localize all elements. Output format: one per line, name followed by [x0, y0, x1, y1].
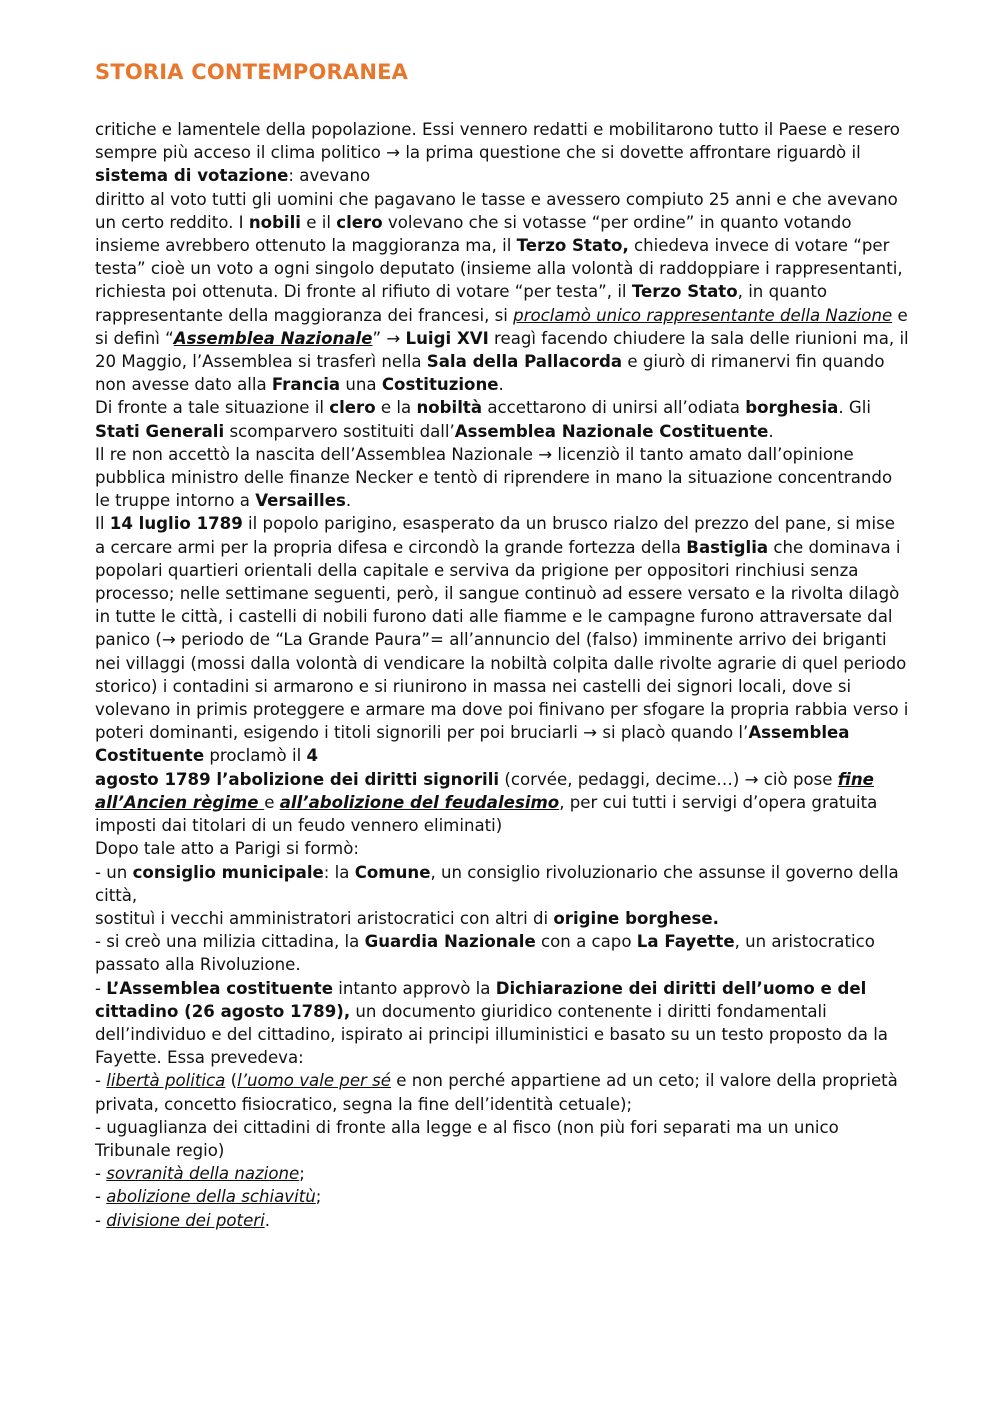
- page-title: STORIA CONTEMPORANEA: [95, 60, 409, 84]
- bold-text: Sala della Pallacorda: [426, 352, 623, 372]
- text-run: che dominava i popolari quartieri orientali della capitale e serviva da prigione per oppositori rinchiusi senza processo; nelle settimane seguenti, però, il sangue continuò ad essere versato e la rivolta dilagò in tutte le città, i castelli di nobili furono dati alle fiamme e le campagne furono attraversate dal panico (→ periodo de “La Grande Paura”= all’annuncio del (falso) imminente arrivo dei briganti nei villaggi (mossi dalla volontà di vendicare la nobiltà colpita dalle rivolte agrarie di quel periodo storico) i contadini si armarono e si riunirono in massa nei castelli dei signori locali, dove si volevano in primis proteggere e armare ma dove poi finivano per sfogare la propria rabbia verso i poteri dominanti, esigendo i titoli signorili per poi bruciarli → si placò quando l’: [95, 537, 909, 743]
- text-run: con a capo: [535, 932, 637, 952]
- emphasized-text: abolizione della schiavitù: [106, 1187, 316, 1207]
- text-run: , un consiglio rivoluzionario che assunse il governo della città,: [95, 862, 899, 905]
- text-run: critiche e lamentele della popolazione. Essi vennero redatti e mobilitarono tutto il Paese e resero sempre più acceso il clima politico → la prima questione che si dovette affrontare riguardò il: [95, 120, 900, 163]
- bold-text: sistema di votazione: [95, 166, 289, 186]
- paragraph: [95, 118, 910, 188]
- bold-text: Assemblea Nazionale Costituente: [454, 421, 769, 441]
- paragraph: [95, 512, 910, 767]
- text-run: e: [264, 792, 280, 812]
- text-run: -: [95, 1164, 107, 1184]
- bold-text: 14 luglio 1789: [109, 514, 243, 534]
- bold-text: L’Assemblea costituente: [106, 978, 333, 998]
- text-run: (corvée, pedaggi, decime…) → ciò pose: [499, 769, 838, 789]
- text-run: -: [95, 1187, 107, 1207]
- text-run: -: [95, 978, 107, 998]
- bold-text: origine borghese.: [553, 908, 719, 928]
- paragraph: [95, 1116, 910, 1162]
- text-run: - un: [95, 862, 133, 882]
- bold-text: Comune: [354, 862, 431, 882]
- text-run: e giurò di rimanervi fin quando non avesse dato alla: [95, 352, 885, 395]
- text-run: , per cui tutti i servigi d’opera gratuita imposti dai titolari di un feudo vennero eliminati): [95, 792, 878, 836]
- bold-text: borghesia: [745, 398, 839, 418]
- emphasized-text: all’abolizione del feudalesimo: [279, 792, 560, 812]
- text-run: : la: [323, 862, 355, 882]
- text-run: . Gli: [838, 398, 871, 418]
- bold-text: Assemblea Costituente: [95, 723, 850, 766]
- emphasized-text: divisione dei poteri: [106, 1210, 265, 1230]
- emphasized-text: proclamò unico rappresentante della Nazione: [513, 305, 893, 325]
- text-run: -: [95, 1071, 107, 1091]
- text-run: - uguaglianza dei cittadini di fronte alla legge e al fisco (non più fori separati ma un unico Tribunale regio): [95, 1117, 839, 1160]
- text-run: , un aristocratico passato alla Rivoluzione.: [95, 932, 875, 975]
- bold-text: Versailles: [255, 491, 346, 511]
- bold-text: Bastiglia: [686, 537, 769, 557]
- bold-text: Costituzione: [381, 375, 499, 395]
- text-run: intanto approvò la: [333, 978, 496, 998]
- emphasized-text: l’uomo vale per sé: [237, 1071, 391, 1091]
- bold-text: Guardia Nazionale: [364, 932, 536, 952]
- text-run: e si definì “: [95, 305, 908, 348]
- paragraph: [95, 1185, 910, 1208]
- bold-text: Dichiarazione dei diritti dell’uomo e del cittadino (26 agosto 1789),: [95, 978, 867, 1021]
- document-body: [95, 118, 910, 1232]
- text-run: un documento giuridico contenente i diritti fondamentali dell’individuo e del cittadino, ispirato ai principi illuministici e basato su un testo proposto da la Fayette. Essa prevedeva:: [95, 1001, 888, 1068]
- text-run: diritto al voto tutti gli uomini che pagavano le tasse e avessero compiuto 25 anni e che avevano un certo reddito. I: [95, 189, 898, 232]
- text-run: volevano che si votasse “per ordine” in quanto votando insieme avrebbero ottenuto la maggioranza ma, il: [95, 212, 852, 256]
- text-run: il popolo parigino, esasperato da un brusco rialzo del prezzo del pane, si mise a cercare armi per la propria difesa e circondò la grande fortezza della: [95, 514, 895, 557]
- bold-text: clero: [336, 212, 383, 232]
- bold-text: Luigi XVI: [405, 328, 489, 348]
- text-run: .: [264, 1210, 270, 1230]
- text-run: , in quanto rappresentante della maggioranza dei francesi, si: [95, 282, 827, 325]
- text-run: ;: [315, 1187, 322, 1207]
- text-run: Di fronte a tale situazione il: [95, 398, 330, 418]
- emphasized-text: fine all’Ancien règime: [95, 769, 874, 812]
- text-run: : avevano: [288, 166, 371, 186]
- paragraph: [95, 443, 910, 513]
- bold-text: 4: [306, 746, 319, 766]
- text-run: .: [345, 491, 352, 511]
- paragraph: [95, 930, 910, 976]
- paragraph: [95, 861, 910, 907]
- text-run: proclamò il: [204, 746, 307, 766]
- text-run: scomparvero sostituiti dall’: [224, 421, 455, 441]
- text-run: una: [340, 375, 382, 395]
- text-run: e non perché appartiene ad un ceto; il valore della proprietà privata, concetto fisiocratico, segna la fine dell’identità cetuale);: [95, 1071, 898, 1114]
- paragraph: [95, 1069, 910, 1115]
- paragraph: [95, 907, 910, 930]
- paragraph: [95, 977, 910, 1070]
- bold-text: Terzo Stato: [631, 282, 738, 302]
- paragraph: [95, 1209, 910, 1232]
- text-run: ;: [299, 1164, 305, 1184]
- paragraph: [95, 768, 910, 838]
- text-run: sostituì i vecchi amministratori aristocratici con altri di: [95, 908, 554, 928]
- text-run: - si creò una milizia cittadina, la: [95, 932, 365, 952]
- bold-text: Terzo Stato,: [516, 236, 629, 256]
- emphasized-text: libertà politica: [106, 1071, 226, 1091]
- bold-text: Stati Generali: [95, 421, 225, 441]
- bold-text: nobiltà: [416, 398, 483, 418]
- text-run: Il re non accettò la nascita dell’Assemblea Nazionale → licenziò il tanto amato dall’opinione pubblica ministro delle finanze Necker e tentò di riprendere in mano la situazione concentrando le truppe intorno a: [95, 444, 893, 511]
- text-run: chiedeva invece di votare “per testa” cioè un voto a ogni singolo deputato (insieme alla volontà di raddoppiare i rappresentanti, richiesta poi ottenuta. Di fronte al rifiuto di votare “per testa”, il: [95, 236, 903, 302]
- bold-text: consiglio municipale: [132, 862, 324, 882]
- text-run: Il: [95, 514, 110, 534]
- paragraph: [95, 396, 910, 442]
- emphasized-text: sovranità della nazione: [106, 1164, 300, 1184]
- bold-text: La Fayette: [636, 932, 735, 952]
- text-run: .: [768, 421, 774, 441]
- bold-text: Francia: [271, 375, 341, 395]
- bold-text: nobili: [248, 212, 301, 232]
- paragraph: [95, 188, 910, 397]
- text-run: (: [225, 1071, 238, 1091]
- emphasized-text: Assemblea Nazionale: [173, 328, 373, 348]
- text-run: accettarono di unirsi all’odiata: [482, 398, 746, 418]
- paragraph: [95, 837, 910, 860]
- text-run: Dopo tale atto a Parigi si formò:: [95, 839, 359, 859]
- bold-text: clero: [329, 398, 376, 418]
- text-run: ” →: [372, 328, 406, 348]
- text-run: reagì facendo chiudere la sala delle riunioni ma, il 20 Maggio, l’Assemblea si trasferì nella: [95, 328, 909, 372]
- paragraph: [95, 1162, 910, 1185]
- bold-text: agosto 1789 l’abolizione dei diritti signorili: [95, 769, 500, 789]
- text-run: e la: [375, 398, 417, 418]
- text-run: .: [498, 375, 504, 395]
- text-run: e il: [300, 212, 337, 232]
- text-run: -: [95, 1210, 107, 1230]
